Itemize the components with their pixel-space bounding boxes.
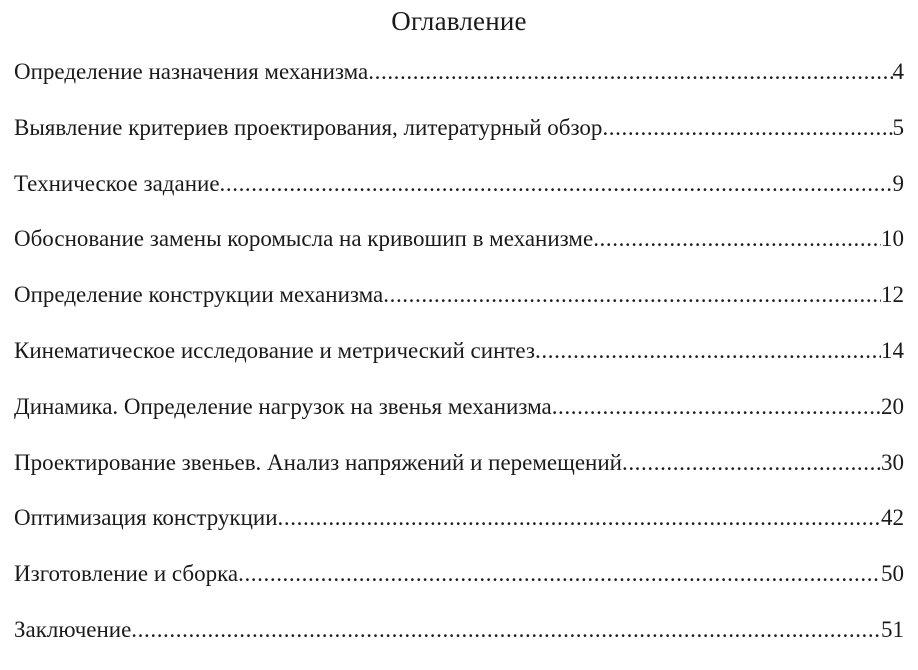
toc-entry[interactable]	[14, 558, 904, 614]
page-title: Оглавление	[391, 6, 527, 36]
dot-leader	[535, 335, 881, 367]
toc-entry[interactable]	[14, 447, 904, 503]
toc-entry[interactable]	[14, 112, 904, 168]
toc-page-number: 42	[881, 505, 904, 531]
toc-page-number: 14	[881, 337, 904, 363]
toc-entry[interactable]	[14, 223, 904, 279]
toc-page-number: 51	[881, 616, 904, 642]
toc-entry[interactable]	[14, 279, 904, 335]
toc-entry-title: Проектирование звеньев. Анализ напряжений и перемещений	[14, 449, 622, 475]
toc-entry-title: Определение конструкции механизма	[14, 282, 384, 308]
toc-entry-title: Изготовление и сборка	[14, 561, 239, 587]
dot-leader	[383, 279, 881, 311]
toc-entry-title: Заключение	[14, 616, 132, 642]
toc-page-number: 9	[892, 170, 904, 196]
toc-entry-title: Выявление критериев проектирования, литературный обзор	[14, 114, 603, 140]
toc-entry[interactable]	[14, 614, 904, 670]
toc-entry[interactable]	[14, 502, 904, 558]
dot-leader	[238, 558, 881, 590]
dot-leader	[552, 391, 881, 423]
dot-leader	[368, 56, 892, 88]
toc-page-number: 30	[881, 449, 904, 475]
toc-page-number: 50	[881, 561, 904, 587]
dot-leader	[278, 502, 881, 534]
toc-entry[interactable]	[14, 168, 904, 224]
toc-entry[interactable]	[14, 391, 904, 447]
toc-page-number: 5	[892, 114, 904, 140]
toc-entry-title: Кинематическое исследование и метрический синтез	[14, 337, 536, 363]
toc-page-number: 4	[892, 59, 904, 84]
toc-page-number: 20	[881, 393, 904, 419]
toc-entry-title: Техническое задание	[14, 170, 220, 196]
toc-page-number: 10	[881, 226, 904, 252]
dot-leader	[622, 447, 881, 479]
dot-leader	[593, 223, 881, 255]
toc-page-number: 12	[881, 282, 904, 308]
toc-list	[14, 56, 904, 670]
dot-leader	[220, 168, 893, 200]
toc-entry-title: Определение назначения механизма	[14, 59, 369, 84]
dot-leader	[131, 614, 881, 646]
toc-entry-title: Оптимизация конструкции	[14, 505, 278, 531]
dot-leader	[602, 112, 892, 144]
toc-entry[interactable]	[14, 56, 904, 112]
toc-entry[interactable]	[14, 335, 904, 391]
toc-entry-title: Обоснование замены коромысла на кривошип в механизме	[14, 226, 594, 252]
toc-entry-title: Динамика. Определение нагрузок на звенья механизма	[14, 393, 552, 419]
